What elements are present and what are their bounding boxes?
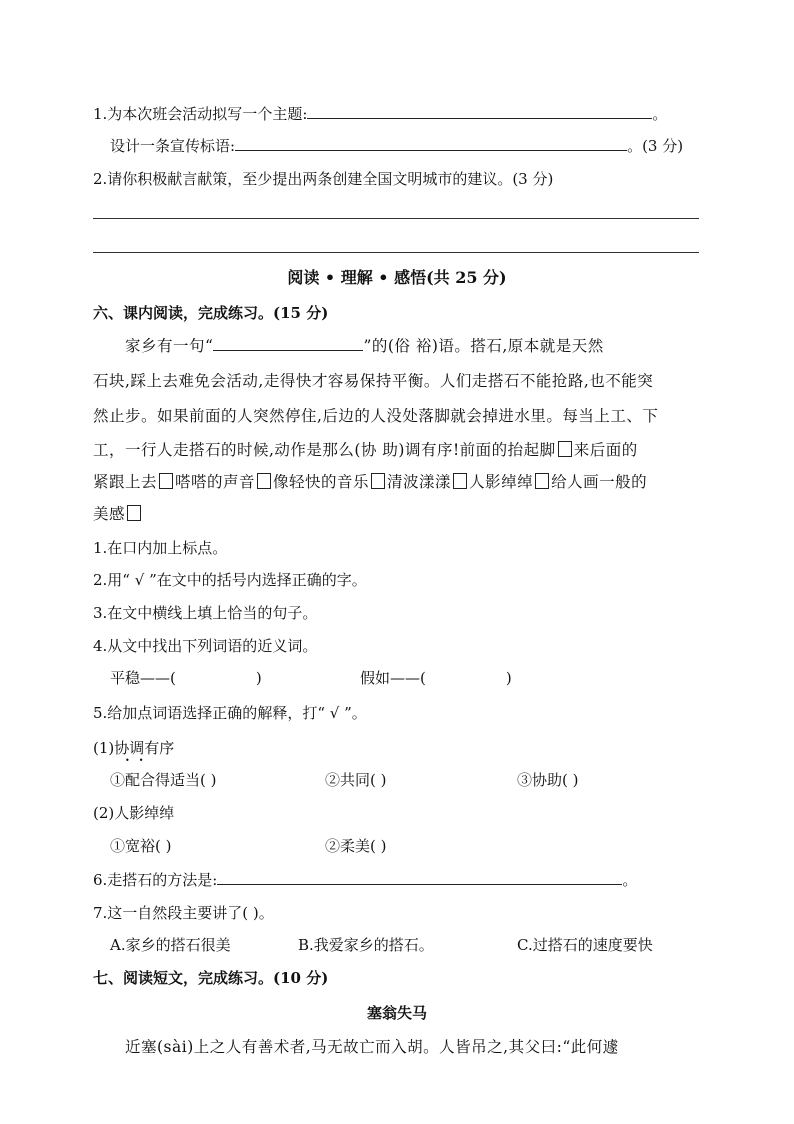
passage-2-line-1: 近塞(sài)上之人有善术者,马无故亡而入胡。人皆吊之,其父曰:“此何遽 [125, 1038, 619, 1056]
question-6-4: 4.从文中找出下列词语的近义词。 [93, 637, 318, 655]
punctuation-box[interactable] [257, 473, 271, 489]
option-1-2[interactable]: ②共同( ) [325, 771, 387, 789]
q7-option-c[interactable]: C.过搭石的速度要快 [517, 936, 653, 954]
part-7-heading: 七、阅读短文，完成练习。(10 分) [93, 969, 329, 987]
punctuation-box[interactable] [535, 473, 549, 489]
passage-line-2: 石块,踩上去难免会活动,走得快才容易保持平衡。人们走搭石不能抢路,也不能突 [93, 372, 654, 390]
method-answer-line[interactable] [217, 870, 622, 885]
punctuation-box[interactable] [127, 505, 141, 521]
question-6-3: 3.在文中横线上填上恰当的句子。 [93, 604, 318, 622]
option-1-1[interactable]: ①配合得适当( ) [110, 771, 217, 789]
passage-title: 塞翁失马 [366, 1004, 427, 1022]
question-6-5-2: (2)人影绰绰 [93, 804, 175, 822]
part-6-heading: 六、课内阅读，完成练习。(15 分) [93, 304, 329, 322]
option-2-2[interactable]: ②柔美( ) [325, 837, 387, 855]
question-6-6: 6.走搭石的方法是: 。 [93, 871, 638, 889]
punctuation-box[interactable] [371, 473, 385, 489]
theme-answer-line[interactable] [307, 104, 652, 119]
passage-line-1: 家乡有一句“ ”的(俗 裕)语。搭石,原本就是天然 [125, 337, 604, 355]
punctuation-box[interactable] [159, 473, 173, 489]
emphasis-dots: •• [125, 756, 153, 765]
q7-option-a[interactable]: A.家乡的搭石很美 [110, 936, 231, 954]
proverb-blank[interactable] [213, 336, 363, 351]
option-1-3[interactable]: ③协助( ) [517, 771, 579, 789]
q7-option-b[interactable]: B.我爱家乡的搭石。 [298, 936, 434, 954]
question-6-5: 5.给加点词语选择正确的解释，打“ √ ”。 [93, 704, 367, 722]
question-6-1: 1.在口内加上标点。 [93, 539, 228, 557]
question-1-slogan: 设计一条宣传标语: 。(3 分) [110, 137, 684, 155]
question-6-5-1: (1)协调有序 [93, 739, 175, 757]
question-6-2: 2.用“ √ ”在文中的括号内选择正确的字。 [93, 571, 367, 589]
passage-line-4: 工，一行人走搭石的时候,动作是那么(协 助)调有序!前面的抬起脚 来后面的 [93, 441, 638, 459]
answer-line-1[interactable] [93, 218, 699, 219]
passage-line-5: 紧跟上去 嗒嗒的声音 像轻快的音乐 清波漾漾 人影绰绰 给人画一般的 [93, 473, 648, 491]
synonym-1: 平稳——( ) [110, 669, 262, 687]
passage-line-3: 然止步。如果前面的人突然停住,后边的人没处落脚就会掉进水里。每当上工、下 [93, 407, 659, 425]
question-2: 2.请你积极献言献策，至少提出两条创建全国文明城市的建议。(3 分) [93, 170, 554, 188]
answer-line-2[interactable] [93, 252, 699, 253]
option-2-1[interactable]: ①宽裕( ) [110, 837, 172, 855]
slogan-text: 设计一条宣传标语: [110, 137, 236, 155]
passage-line-6: 美感 [93, 504, 143, 524]
punctuation-box[interactable] [453, 473, 467, 489]
punctuation-box[interactable] [558, 441, 572, 457]
section-title: 阅读 • 理解 • 感悟(共 25 分) [287, 268, 507, 287]
question-6-7: 7.这一自然段主要讲了( )。 [93, 904, 274, 922]
question-1-text: 1.为本次班会活动拟写一个主题: [93, 105, 308, 123]
synonym-2: 假如——( ) [360, 669, 512, 687]
question-1: 1.为本次班会活动拟写一个主题: 。 [93, 105, 668, 123]
slogan-answer-line[interactable] [235, 136, 627, 151]
